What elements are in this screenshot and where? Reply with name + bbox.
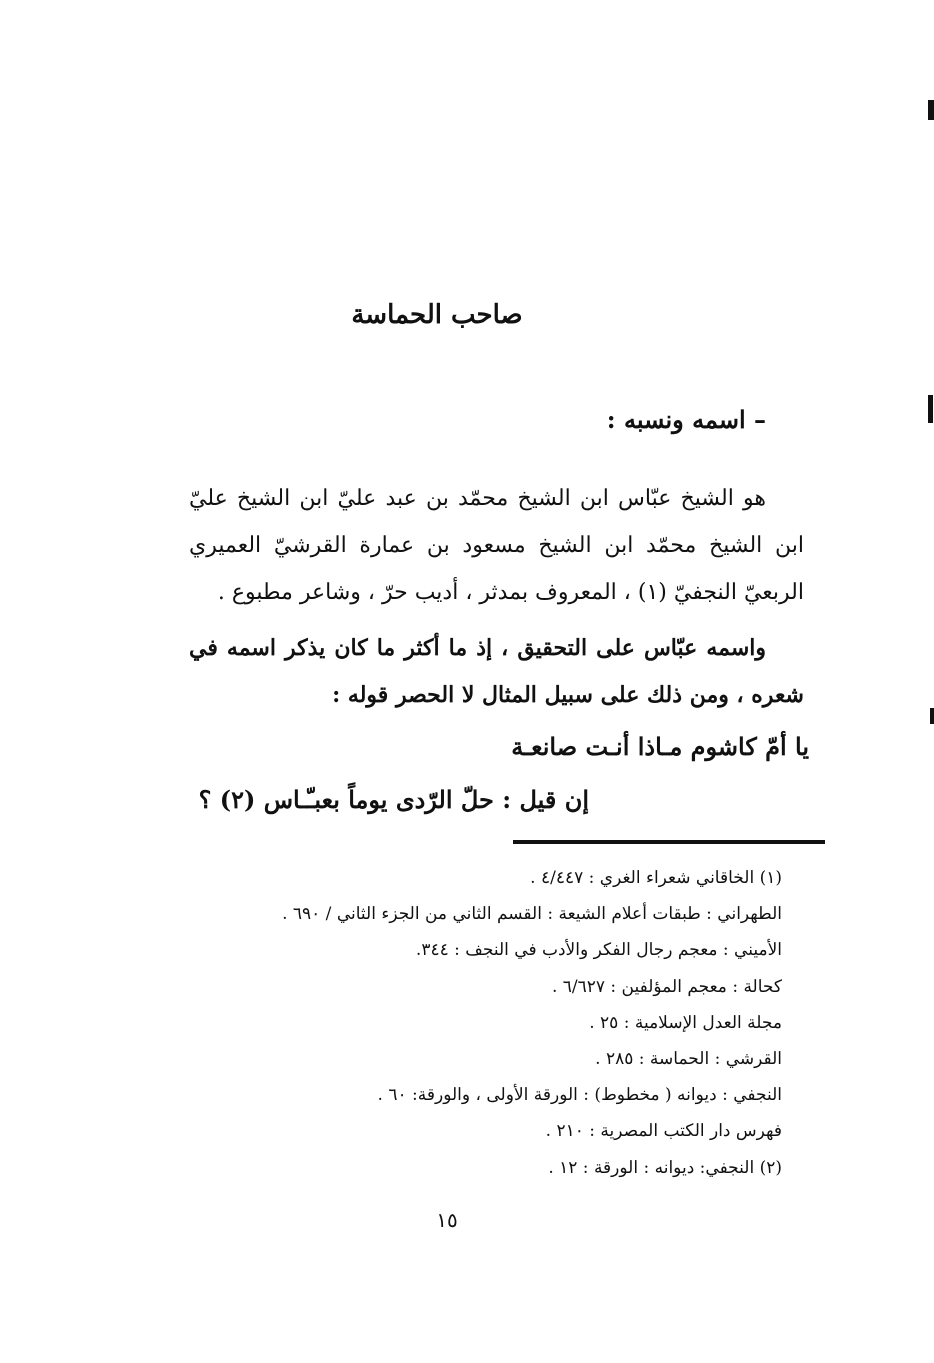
footnote-line: مجلة العدل الإسلامية : ٢٥ . — [589, 1012, 782, 1033]
page-number: ١٥ — [436, 1208, 458, 1232]
footnote-line: (١) الخاقاني شعراء الغري : ٤/٤٤٧ . — [530, 868, 782, 888]
footnote-line: كحالة : معجم المؤلفين : ٦/٦٢٧ . — [551, 976, 782, 997]
footnote-line: النجفي : ديوانه ( مخطوط) : الورقة الأولى ، والورقة: ٦٠ . — [377, 1085, 782, 1106]
footnote-line: (٢) النجفي: ديوانه : الورقة : ١٢ . — [548, 1157, 782, 1178]
footnote-separator — [513, 840, 825, 844]
footnotes — [262, 860, 782, 1186]
section-heading: – اسمه ونسبه : — [606, 405, 766, 434]
verse-line-second-hemistich: إن قيل : حلّ الرّدى يوماً بعبـّـاس (٢) ؟ — [198, 785, 589, 814]
footnote-line: الأميني : معجم رجال الفكر والأدب في النجف : ٣٤٤. — [415, 940, 782, 961]
chapter-title: صاحب الحماسة — [351, 300, 523, 330]
footnote-line: الطهراني : طبقات أعلام الشيعة : القسم الثاني من الجزء الثاني / ٦٩٠ . — [282, 904, 782, 925]
footnote-line: فهرس دار الكتب المصرية : ٢١٠ . — [545, 1121, 782, 1142]
paragraph-lineage: هو الشيخ عبّاس ابن الشيخ محمّد بن عبد عليّ ابن الشيخ عليّ ابن الشيخ محمّد ابن الشيخ مسعود بن عمارة القرشيّ العميري الربعيّ النجفيّ (١) ، المعروف بمدثر ، أديب حرّ ، وشاعر مطبوع . — [189, 486, 804, 605]
scan-edge-mark — [928, 100, 934, 120]
scan-edge-mark — [928, 395, 933, 423]
paragraph-name: واسمه عبّاس على التحقيق ، إذ ما أكثر ما كان يذكر اسمه في شعره ، ومن ذلك على سبيل المثال لا الحصر قوله : — [189, 635, 804, 708]
footnote-line: القرشي : الحماسة : ٢٨٥ . — [595, 1048, 782, 1069]
scan-edge-mark — [930, 708, 934, 724]
verse-line-first-hemistich: يا أمّ كاشوم مـاذا أنـت صانعـة — [511, 732, 809, 761]
